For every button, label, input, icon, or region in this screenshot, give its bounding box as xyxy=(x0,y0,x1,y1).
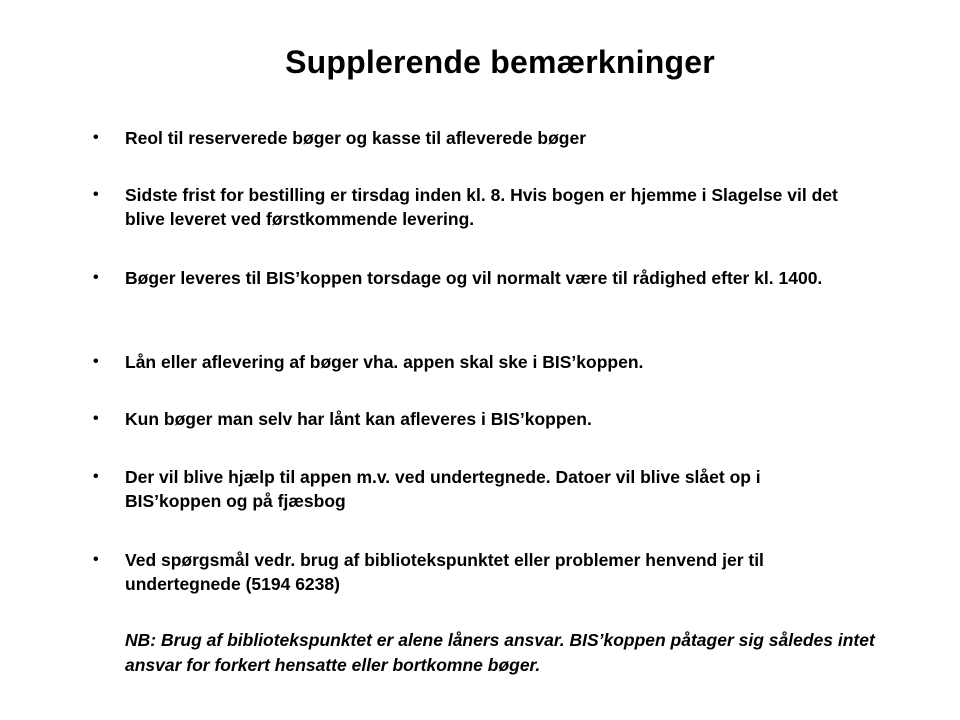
bullet-text: Lån eller aflevering af bøger vha. appen skal ske i BIS’koppen. xyxy=(125,352,644,372)
bullet-icon: • xyxy=(93,129,99,146)
bullet-icon: • xyxy=(93,551,99,568)
bullet-text: Kun bøger man selv har lånt kan afleveres i BIS’koppen. xyxy=(125,409,592,429)
bullet-text: Der vil blive hjælp til appen m.v. ved undertegnede. Datoer vil blive slået op i BIS’koppen og på fjæsbog xyxy=(125,467,761,511)
bullet-icon: • xyxy=(93,269,99,286)
bullet-icon: • xyxy=(93,410,99,427)
bullet-text: Ved spørgsmål vedr. brug af bibliotekspunktet eller problemer henvend jer til undertegnede (5194 6238) xyxy=(125,550,764,594)
bullet-icon: • xyxy=(93,468,99,485)
bullet-text: Reol til reserverede bøger og kasse til afleverede bøger xyxy=(125,128,587,148)
slide-title: Supplerende bemærkninger xyxy=(285,44,715,80)
bullet-text: Sidste frist for bestilling er tirsdag inden kl. 8. Hvis bogen er hjemme i Slagelse vil det blive leveret ved førstkommende levering. xyxy=(125,185,838,229)
disclaimer-note: NB: Brug af bibliotekspunktet er alene låners ansvar. BIS’koppen påtager sig således intet ansvar for forkert hensatte eller bortkomne bøger. xyxy=(125,630,875,675)
bullet-icon: • xyxy=(93,353,99,370)
bullet-text: Bøger leveres til BIS’koppen torsdage og vil normalt være til rådighed efter kl. 1400. xyxy=(125,268,823,288)
bullet-icon: • xyxy=(93,186,99,203)
